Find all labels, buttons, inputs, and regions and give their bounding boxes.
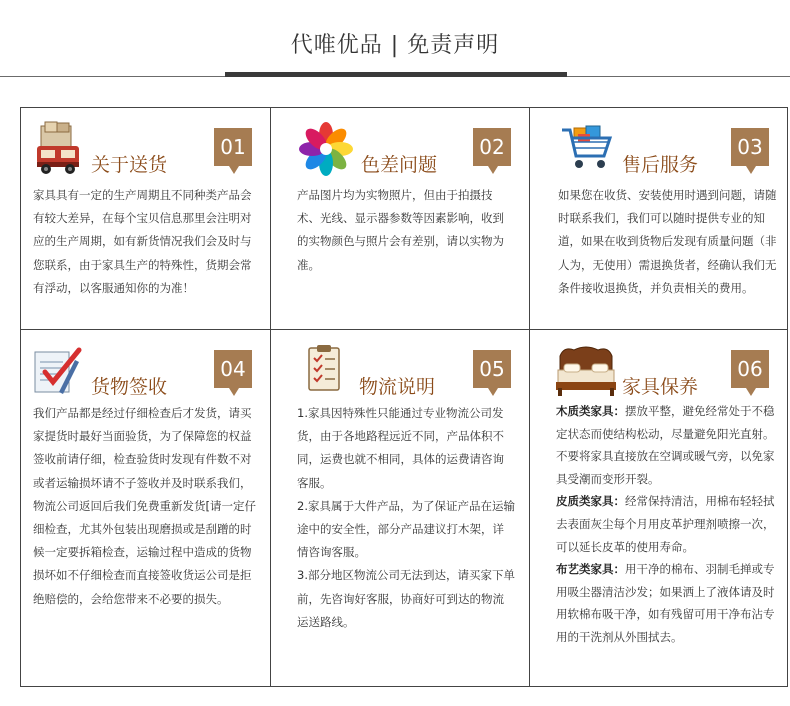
header-divider-bar [225, 72, 567, 77]
delivery-truck-icon [29, 120, 87, 178]
section-title: 家具保养 [622, 376, 699, 398]
care-fabric: 布艺类家具：用干净的棉布、羽制毛掸或专用吸尘器清洁沙发；如果洒上了液体请及时用软棉布吸干净，如有残留可用干净布沾专用的干洗剂从外围拭去。 [556, 562, 775, 644]
care-wood: 木质类家具：摆放平整，避免经常处于不稳定状态而使结构松动，尽量避免阳光直射。不要将家具直接放在空调或暖气旁，以免家具受潮而变形开裂。 [556, 404, 775, 486]
section-delivery [21, 108, 271, 330]
wooden-bed-icon [554, 342, 618, 400]
section-goods-receipt [21, 330, 271, 686]
disclaimer-grid [20, 107, 788, 687]
section-number-badge: 02 [473, 128, 511, 166]
section-color-difference [271, 108, 530, 330]
section-text [556, 400, 779, 649]
color-wheel-icon [297, 120, 355, 178]
section-number-badge: 03 [731, 128, 769, 166]
section-furniture-care [530, 330, 787, 686]
section-title: 货物签收 [91, 376, 168, 398]
section-title: 物流说明 [359, 376, 436, 398]
section-text: 如果您在收货、安装使用时遇到问题，请随时联系我们，我们可以随时提供专业的知道，如果在收到货物后发现有质量问题（非人为，无使用）需退换货者，经确认我们无条件接收退换货，并负责相关的费用。 [558, 188, 777, 295]
section-number-badge: 06 [731, 350, 769, 388]
section-text: 我们产品都是经过仔细检查后才发货，请买家提货时最好当面验货，为了保障您的权益签收前请仔细，检查验货时发现有件数不对或者运输损坏请不子签收并及时联系我们，物流公司返回后我们免费重新发货[请一定仔细检查，尤其外包装出现磨损或是刮蹭的时候一定要拆箱检查，运输过程中造成的货物损坏如不仔细检查而直接签收货运公司是拒绝赔偿的，会给您带来不必要的损失。 [33, 406, 256, 606]
section-title: 售后服务 [622, 154, 699, 176]
section-text: 家具具有一定的生产周期且不同种类产品会有较大差异，在每个宝贝信息那里会注明对应的生产周期，如有新货情况我们会及时与您联系，由于家具生产的特殊性，货期会常有浮动，以客服通知你的为准！ [33, 188, 252, 295]
section-number-badge: 01 [214, 128, 252, 166]
signed-document-icon [29, 342, 87, 400]
clipboard-checklist-icon [297, 342, 355, 400]
section-logistics [271, 330, 530, 686]
section-title: 关于送货 [91, 154, 168, 176]
section-after-sales [530, 108, 787, 330]
section-number-badge: 04 [214, 350, 252, 388]
section-text: 产品图片均为实物照片，但由于拍摄技术、光线、显示器参数等因素影响，收到的实物颜色与照片会有差别，请以实物为准。 [297, 188, 504, 272]
page-title: 代唯优品 | 免责声明 [290, 33, 500, 58]
section-title: 色差问题 [361, 154, 438, 176]
care-leather: 皮质类家具：经常保持清洁，用棉布轻轻拭去表面灰尘每个月用皮革护理剂喷擦一次，可以延长皮革的使用寿命。 [556, 494, 775, 554]
section-text: 1.家具因特殊性只能通过专业物流公司发货，由于各地路程远近不同，产品体积不同，运费也就不相同，具体的运费请咨询客服。 2.家具属于大件产品，为了保证产品在运输途中的安全性，部分产品建议打木架，详情咨询客服。 3.部分地区物流公司无法到达，请买家下单前，先咨询好客服，协商好可到达的物流运送路线。 [297, 406, 515, 629]
section-number-badge: 05 [473, 350, 511, 388]
shopping-cart-icon [558, 120, 616, 178]
